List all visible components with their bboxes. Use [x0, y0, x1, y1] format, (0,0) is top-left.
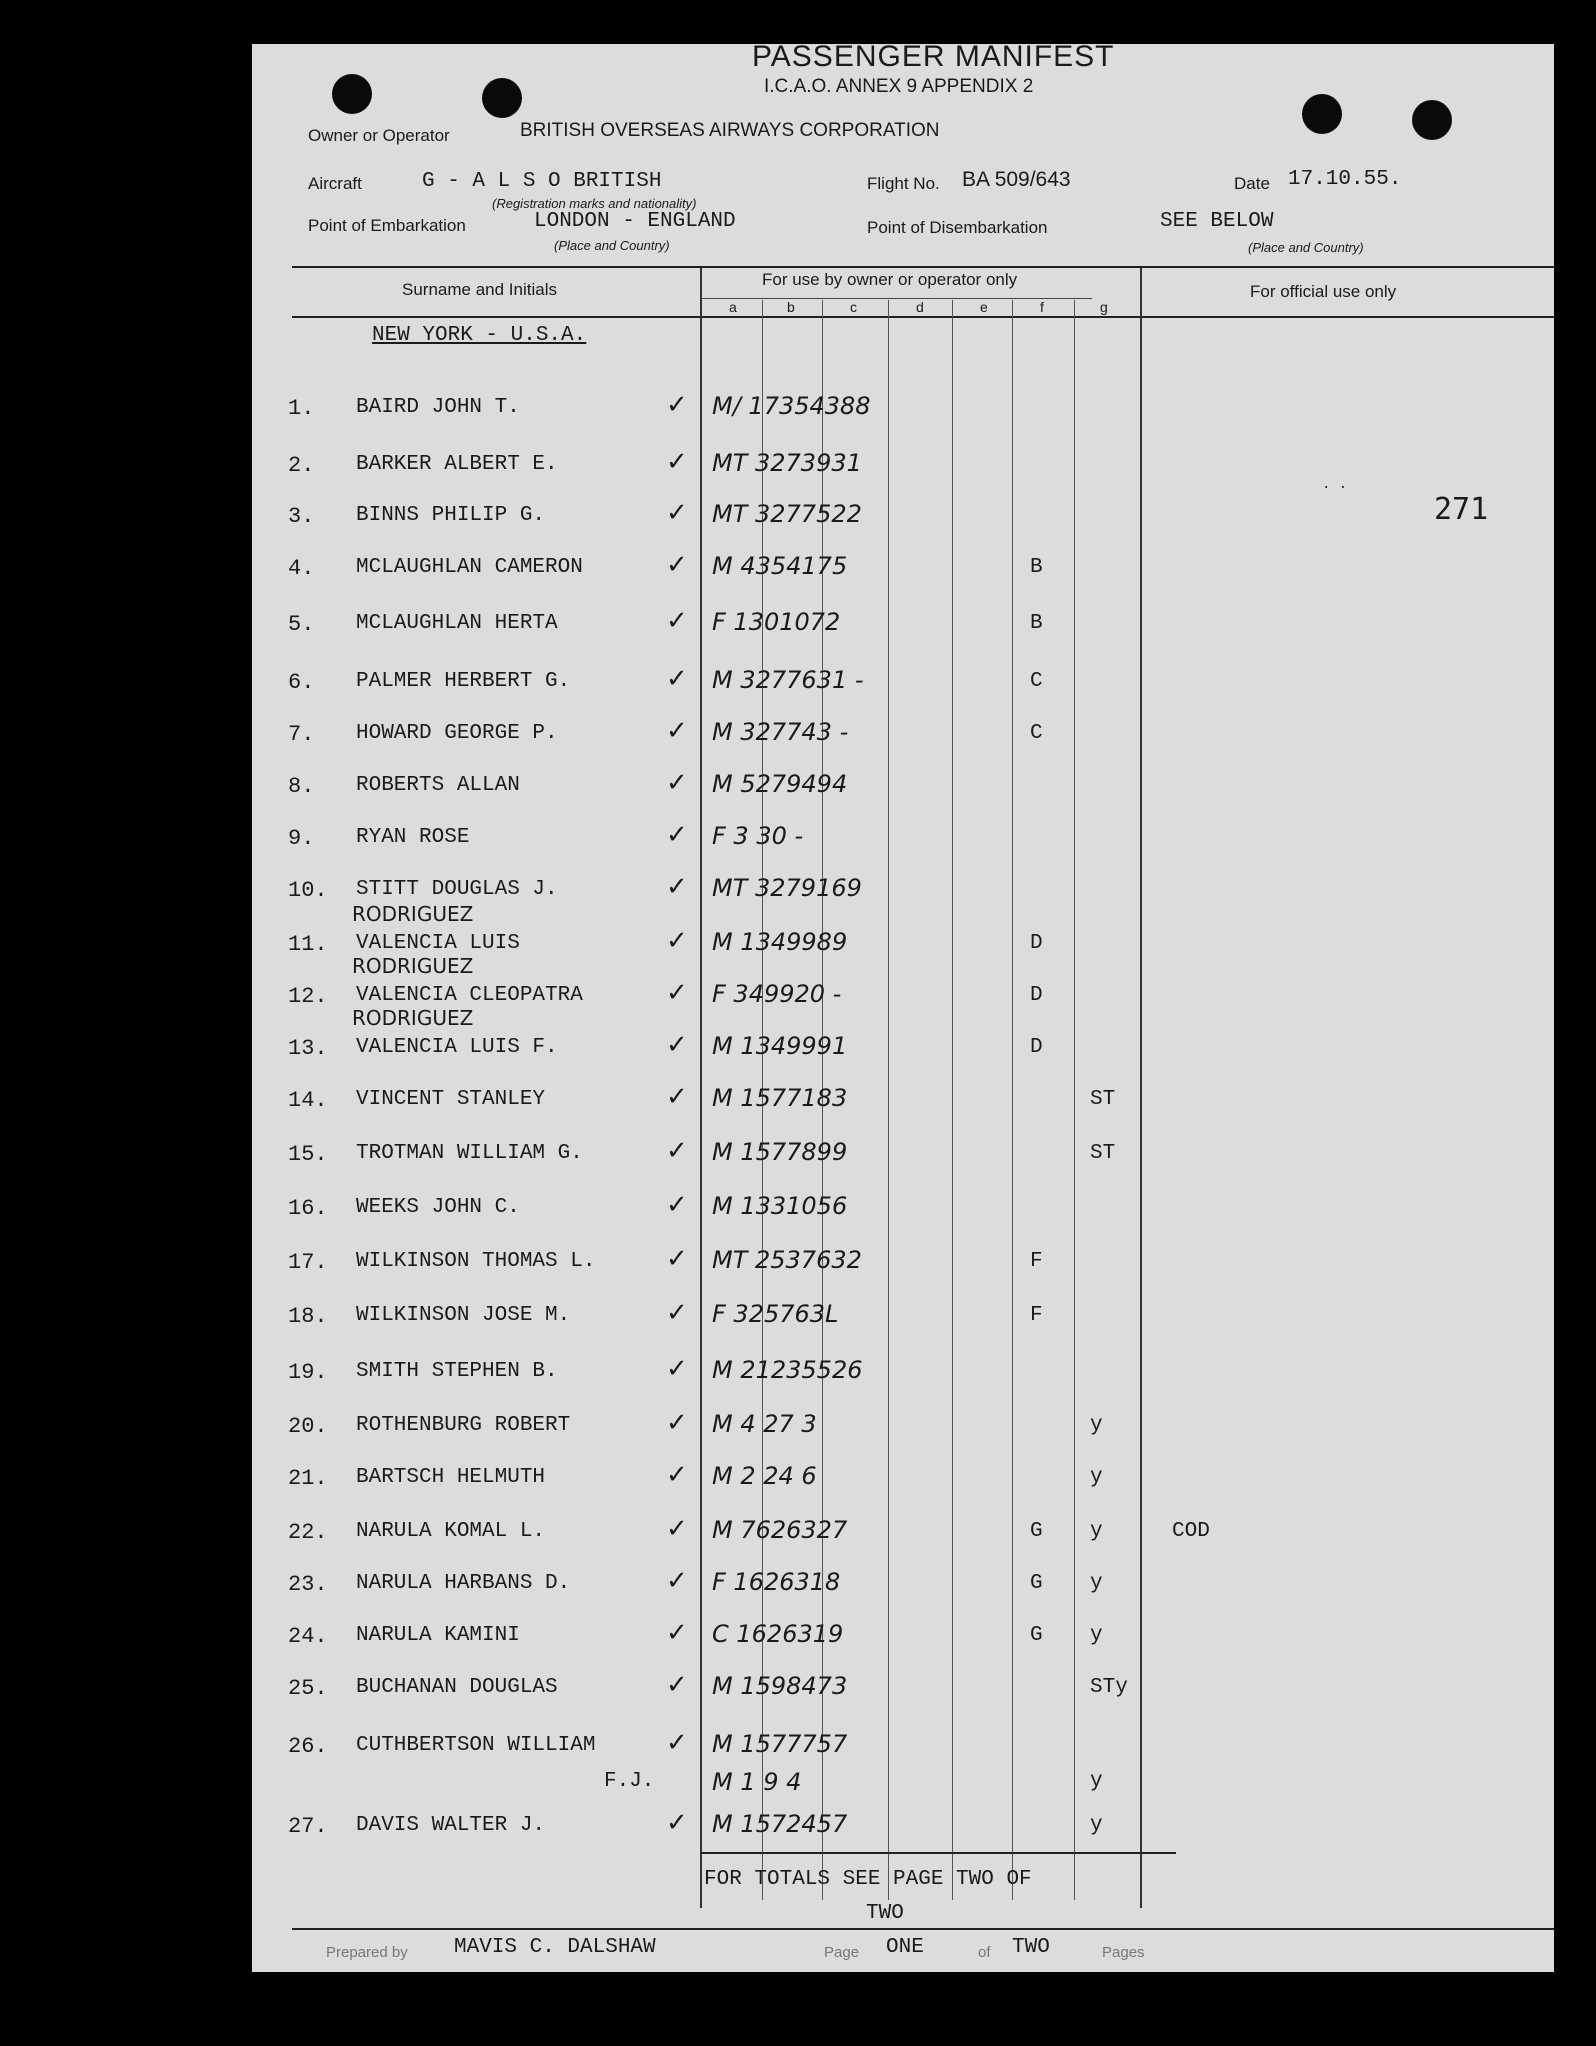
passenger-name: BAIRD JOHN T.	[356, 396, 520, 419]
pages-label: Pages	[1102, 1944, 1145, 1961]
row-number: 18.	[288, 1304, 328, 1329]
disembarkation-label: Point of Disembarkation	[867, 218, 1048, 237]
col-rule	[888, 300, 889, 1900]
official-stamp-number: 271	[1434, 492, 1489, 527]
passenger-name: NARULA HARBANS D.	[356, 1572, 571, 1595]
col-rule	[1012, 300, 1013, 1900]
check-mark-icon: ✓	[666, 1082, 688, 1112]
section-heading: NEW YORK - U.S.A.	[372, 324, 587, 347]
totals-rule	[700, 1852, 1176, 1854]
passenger-name: DAVIS WALTER J.	[356, 1814, 546, 1837]
col-f: f	[1040, 299, 1044, 315]
passenger-name: BINNS PHILIP G.	[356, 504, 546, 527]
flight-value: BA 509/643	[962, 168, 1071, 191]
passenger-code: M 1572457	[712, 1810, 848, 1838]
passenger-name: BUCHANAN DOUGLAS	[356, 1676, 558, 1699]
passenger-name: VALENCIA CLEOPATRA	[356, 984, 583, 1007]
passenger-name: NARULA KOMAL L.	[356, 1520, 546, 1543]
passenger-code: M 3277631 -	[712, 666, 864, 694]
passenger-name: NARULA KAMINI	[356, 1624, 520, 1647]
embarkation-note: (Place and Country)	[554, 238, 670, 253]
passenger-code: MT 3277522	[712, 500, 862, 528]
column-f-value: B	[1030, 612, 1043, 635]
totals-note-pages: TWO	[866, 1902, 904, 1925]
row-number: 15.	[288, 1142, 328, 1167]
check-mark-icon: ✓	[666, 1514, 688, 1544]
passenger-name: HOWARD GEORGE P.	[356, 722, 558, 745]
passenger-code: M 1349989	[712, 928, 848, 956]
check-mark-icon: ✓	[666, 1728, 688, 1758]
column-g-value: y	[1090, 1414, 1103, 1437]
passenger-name: ROBERTS ALLAN	[356, 774, 520, 797]
table-top-rule	[292, 266, 1554, 268]
row-number: 2.	[288, 453, 315, 478]
row-number: 9.	[288, 826, 315, 851]
owner-value: BRITISH OVERSEAS AIRWAYS CORPORATION	[520, 120, 940, 141]
check-mark-icon: ✓	[666, 1408, 688, 1438]
check-mark-icon: ✓	[666, 606, 688, 636]
col-d: d	[916, 299, 924, 315]
passenger-name: RYAN ROSE	[356, 826, 470, 849]
passenger-code: M 1349991	[712, 1032, 848, 1060]
col-c: c	[850, 299, 857, 315]
column-g-value: ST	[1090, 1142, 1116, 1165]
col-rule	[1074, 300, 1075, 1900]
passenger-name: VINCENT STANLEY	[356, 1088, 546, 1111]
col-rule	[952, 300, 953, 1900]
column-f-value: D	[1030, 1036, 1043, 1059]
row-number: 11.	[288, 932, 328, 957]
check-mark-icon: ✓	[666, 1808, 688, 1838]
row-number: 23.	[288, 1572, 328, 1597]
col-a: a	[729, 299, 737, 315]
passenger-name: MCLAUGHLAN CAMERON	[356, 556, 583, 579]
name-correction: RODRIGUEZ	[352, 954, 474, 978]
aircraft-label: Aircraft	[308, 174, 362, 193]
row-number: 24.	[288, 1624, 328, 1649]
passenger-name: WEEKS JOHN C.	[356, 1196, 520, 1219]
passenger-name: WILKINSON THOMAS L.	[356, 1250, 596, 1273]
check-mark-icon: ✓	[666, 498, 688, 528]
passenger-name: SMITH STEPHEN B.	[356, 1360, 558, 1383]
column-g-value: y	[1090, 1770, 1103, 1793]
check-mark-icon: ✓	[666, 1136, 688, 1166]
page-label: Page	[824, 1944, 860, 1961]
disembarkation-value: SEE BELOW	[1160, 210, 1274, 233]
owner-label: Owner or Operator	[308, 126, 450, 145]
passenger-code: MT 2537632	[712, 1246, 862, 1274]
aircraft-value: G - A L S O BRITISH	[422, 170, 662, 193]
column-f-value: G	[1030, 1572, 1043, 1595]
row-number: 20.	[288, 1414, 328, 1439]
page-value: ONE	[886, 1936, 924, 1959]
passenger-code: MT 3273931	[712, 449, 862, 477]
check-mark-icon: ✓	[666, 716, 688, 746]
column-f-value: D	[1030, 932, 1043, 955]
check-mark-icon: ✓	[666, 1190, 688, 1220]
check-mark-icon: ✓	[666, 926, 688, 956]
row-number: 17.	[288, 1250, 328, 1275]
passenger-name: STITT DOUGLAS J.	[356, 878, 558, 901]
col-rule	[1140, 268, 1142, 1908]
row-number: 8.	[288, 774, 315, 799]
passenger-name-cont: F.J.	[604, 1770, 655, 1793]
check-mark-icon: ✓	[666, 1670, 688, 1700]
subcol-rule	[700, 298, 1092, 299]
check-mark-icon: ✓	[666, 390, 688, 420]
punch-hole	[332, 74, 372, 114]
flight-label: Flight No.	[867, 174, 940, 193]
passenger-code: M 327743 -	[712, 718, 849, 746]
column-f-value: G	[1030, 1624, 1043, 1647]
row-number: 13.	[288, 1036, 328, 1061]
row-number: 25.	[288, 1676, 328, 1701]
row-number: 26.	[288, 1734, 328, 1759]
passenger-name: MCLAUGHLAN HERTA	[356, 612, 558, 635]
check-mark-icon: ✓	[666, 820, 688, 850]
col-header-surname: Surname and Initials	[402, 280, 557, 299]
check-mark-icon: ✓	[666, 978, 688, 1008]
check-mark-icon: ✓	[666, 1354, 688, 1384]
date-label: Date	[1234, 174, 1270, 193]
column-f-value: G	[1030, 1520, 1043, 1543]
column-f-value: F	[1030, 1304, 1043, 1327]
passenger-code: M 1577757	[712, 1730, 848, 1758]
passenger-code: F 1301072	[712, 608, 841, 636]
row-number: 21.	[288, 1466, 328, 1491]
passenger-code: M 5279494	[712, 770, 848, 798]
passenger-code: F 1626318	[712, 1568, 841, 1596]
column-g-value: y	[1090, 1520, 1103, 1543]
passenger-code: F 325763L	[712, 1300, 839, 1328]
column-f-value: C	[1030, 722, 1043, 745]
col-header-official: For official use only	[1250, 282, 1397, 301]
row-number: 27.	[288, 1814, 328, 1839]
passenger-code: M/ 17354388	[712, 392, 871, 420]
embarkation-value: LONDON - ENGLAND	[534, 210, 736, 233]
row-number: 3.	[288, 504, 315, 529]
passenger-code: MT 3279169	[712, 874, 862, 902]
passenger-code: M 4 27 3	[712, 1410, 817, 1438]
row-number: 14.	[288, 1088, 328, 1113]
check-mark-icon: ✓	[666, 872, 688, 902]
page-subtitle: I.C.A.O. ANNEX 9 APPENDIX 2	[764, 76, 1034, 97]
passenger-name: CUTHBERTSON WILLIAM	[356, 1734, 596, 1757]
passenger-code: M 1331056	[712, 1192, 848, 1220]
prepared-label: Prepared by	[326, 1944, 408, 1961]
row-number: 1.	[288, 396, 315, 421]
column-g-value: ST	[1090, 1088, 1116, 1111]
col-g: g	[1100, 299, 1108, 315]
date-value: 17.10.55.	[1288, 168, 1402, 191]
column-f-value: D	[1030, 984, 1043, 1007]
passenger-name: WILKINSON JOSE M.	[356, 1304, 571, 1327]
passenger-name: VALENCIA LUIS	[356, 932, 520, 955]
punch-hole	[1302, 94, 1342, 134]
passenger-code: M 4354175	[712, 552, 848, 580]
col-header-owner-use: For use by owner or operator only	[762, 270, 1018, 289]
column-f-value: C	[1030, 670, 1043, 693]
check-mark-icon: ✓	[666, 664, 688, 694]
manifest-page	[252, 40, 1554, 1972]
column-g-value: y	[1090, 1466, 1103, 1489]
row-number: 4.	[288, 556, 315, 581]
of-value: TWO	[1012, 1936, 1050, 1959]
page-title: PASSENGER MANIFEST	[752, 40, 1115, 73]
row-number: 12.	[288, 984, 328, 1009]
of-label: of	[978, 1944, 991, 1961]
passenger-code-cont: M 1 9 4	[712, 1768, 802, 1796]
column-g-value: y	[1090, 1624, 1103, 1647]
passenger-code: M 21235526	[712, 1356, 863, 1384]
passenger-name: BARTSCH HELMUTH	[356, 1466, 546, 1489]
passenger-name: BARKER ALBERT E.	[356, 453, 558, 476]
embarkation-label: Point of Embarkation	[308, 216, 466, 235]
row-number: 10.	[288, 878, 328, 903]
passenger-code: M 1577899	[712, 1138, 848, 1166]
disembarkation-note: (Place and Country)	[1248, 240, 1364, 255]
footer-rule	[292, 1928, 1554, 1930]
column-f-value: F	[1030, 1250, 1043, 1273]
passenger-name: ROTHENBURG ROBERT	[356, 1414, 571, 1437]
totals-note: FOR TOTALS SEE PAGE TWO OF	[704, 1868, 1032, 1891]
aircraft-note: (Registration marks and nationality)	[492, 196, 697, 211]
punch-hole	[482, 78, 522, 118]
check-mark-icon: ✓	[666, 1618, 688, 1648]
column-f-value: B	[1030, 556, 1043, 579]
row-number: 5.	[288, 612, 315, 637]
check-mark-icon: ✓	[666, 1566, 688, 1596]
check-mark-icon: ✓	[666, 550, 688, 580]
col-rule	[700, 268, 702, 1908]
passenger-code: M 1598473	[712, 1672, 848, 1700]
col-b: b	[787, 299, 795, 315]
check-mark-icon: ✓	[666, 1298, 688, 1328]
passenger-code: M 2 24 6	[712, 1462, 817, 1490]
col-e: e	[980, 299, 988, 315]
prepared-value: MAVIS C. DALSHAW	[454, 1936, 656, 1959]
passenger-code: C 1626319	[712, 1620, 844, 1648]
passenger-name: PALMER HERBERT G.	[356, 670, 571, 693]
column-g-value: y	[1090, 1572, 1103, 1595]
row-number: 6.	[288, 670, 315, 695]
passenger-code: F 3 30 -	[712, 822, 804, 850]
stamp-dots: · ·	[1322, 480, 1348, 496]
row-number: 19.	[288, 1360, 328, 1385]
row-number: 16.	[288, 1196, 328, 1221]
passenger-name: TROTMAN WILLIAM G.	[356, 1142, 583, 1165]
passenger-name: VALENCIA LUIS F.	[356, 1036, 558, 1059]
name-correction: RODRIGUEZ	[352, 1006, 474, 1030]
check-mark-icon: ✓	[666, 1030, 688, 1060]
row-number: 7.	[288, 722, 315, 747]
passenger-code: F 349920 -	[712, 980, 842, 1008]
check-mark-icon: ✓	[666, 1460, 688, 1490]
row-number: 22.	[288, 1520, 328, 1545]
passenger-code: M 1577183	[712, 1084, 848, 1112]
column-g-value: STy	[1090, 1676, 1128, 1699]
official-note: COD	[1172, 1520, 1210, 1543]
check-mark-icon: ✓	[666, 768, 688, 798]
check-mark-icon: ✓	[666, 447, 688, 477]
passenger-code: M 7626327	[712, 1516, 848, 1544]
punch-hole	[1412, 100, 1452, 140]
table-header-rule	[292, 316, 1554, 318]
name-correction: RODRIGUEZ	[352, 902, 474, 926]
check-mark-icon: ✓	[666, 1244, 688, 1274]
column-g-value: y	[1090, 1814, 1103, 1837]
